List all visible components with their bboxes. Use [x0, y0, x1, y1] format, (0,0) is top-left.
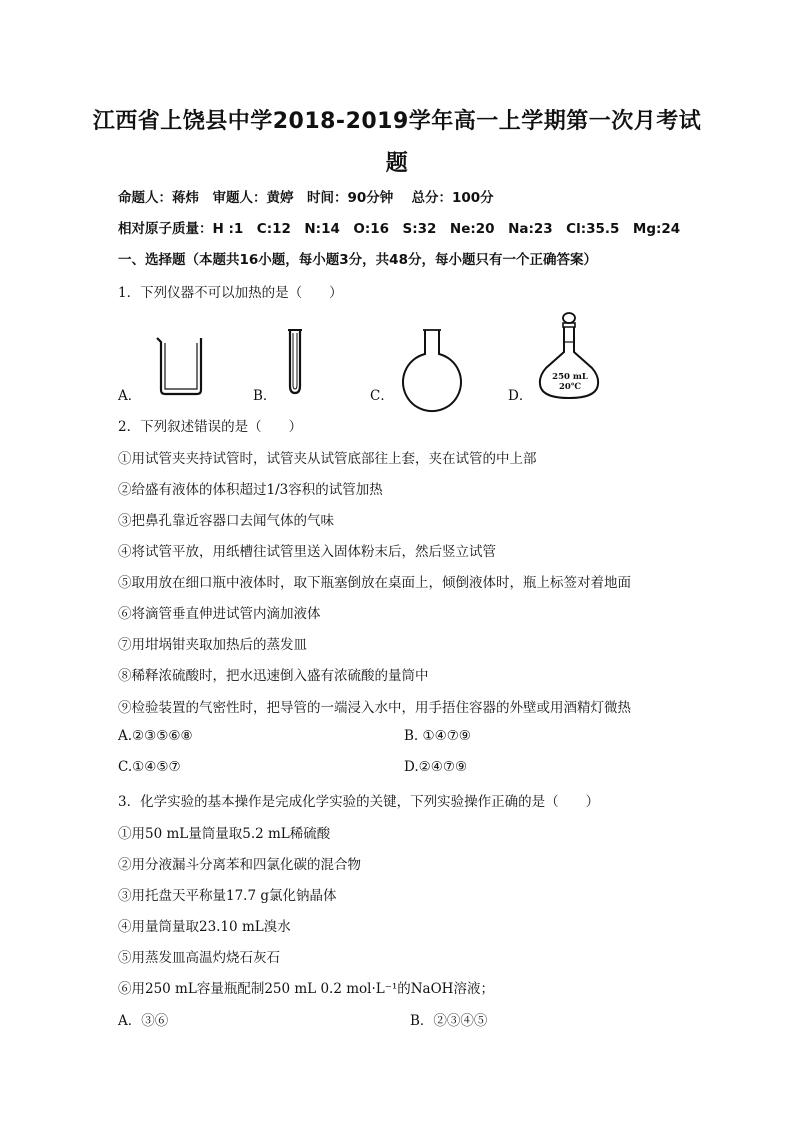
- q1-option-d-label: D．: [508, 388, 533, 404]
- test-tube-icon: [286, 328, 304, 396]
- q2-item: ④将试管平放，用纸槽往试管里送入固体粉末后，然后竖立试管: [118, 544, 496, 560]
- q2-item: ③把鼻孔靠近容器口去闻气体的气味: [118, 513, 334, 529]
- exam-title-line2: 题: [385, 151, 409, 176]
- exam-meta-authors: 命题人：蒋炜 审题人：黄婷 时间：90分钟 总分：100分: [118, 190, 494, 206]
- q3-item: ③用托盘天平称量17.7 g氯化钠晶体: [118, 888, 337, 904]
- q3-item: ⑥用250 mL容量瓶配制250 mL 0.2 mol·L⁻¹的NaOH溶液；: [118, 981, 494, 997]
- flask-temperature-text: 20℃: [558, 382, 581, 392]
- q2-option-d: D.②④⑦⑨: [404, 759, 468, 775]
- q3-option-b: B．②③④⑤: [410, 1013, 488, 1029]
- beaker-icon: [154, 334, 206, 396]
- q3-option-a: A．③⑥: [118, 1013, 169, 1029]
- question-3-stem: 3．化学实验的基本操作是完成化学实验的关键，下列实验操作正确的是（ ）: [118, 794, 600, 810]
- q2-item: ⑥将滴管垂直伸进试管内滴加液体: [118, 606, 321, 622]
- q2-item: ⑧稀释浓硫酸时，把水迅速倒入盛有浓硫酸的量筒中: [118, 668, 429, 684]
- q2-option-c: C.①④⑤⑦: [118, 759, 181, 775]
- q2-item: ⑤取用放在细口瓶中液体时，取下瓶塞倒放在桌面上，倾倒液体时，瓶上标签对着地面: [118, 575, 631, 591]
- q1-option-c-label: C．: [370, 388, 394, 404]
- q3-item: ⑤用蒸发皿高温灼烧石灰石: [118, 950, 280, 966]
- q1-option-b-label: B．: [253, 388, 277, 404]
- q2-item: ⑨检验装置的气密性时，把导管的一端浸入水中，用手捂住容器的外壁或用酒精灯微热: [118, 700, 631, 716]
- exam-title-line1: 江西省上饶县中学2018-2019学年高一上学期第一次月考试: [92, 109, 702, 134]
- q2-item: ②给盛有液体的体积超过1/3容积的试管加热: [118, 482, 383, 498]
- q3-item: ②用分液漏斗分离苯和四氯化碳的混合物: [118, 857, 361, 873]
- flask-label: [548, 372, 592, 392]
- q3-item: ④用量筒量取23.10 mL溴水: [118, 919, 291, 935]
- q1-option-a-label: A．: [118, 388, 142, 404]
- round-bottom-flask-icon: [400, 328, 464, 400]
- q2-option-b: B. ①④⑦⑨: [404, 728, 471, 744]
- q3-item: ①用50 mL量筒量取5.2 mL稀硫酸: [118, 826, 331, 842]
- section-heading: 一、选择题（本题共16小题，每小题3分，共48分，每小题只有一个正确答案）: [118, 252, 597, 268]
- q2-item: ⑦用坩埚钳夹取加热后的蒸发皿: [118, 637, 307, 653]
- q2-item: ①用试管夹夹持试管时，试管夹从试管底部往上套，夹在试管的中上部: [118, 451, 537, 467]
- exam-meta-atomic-masses: 相对原子质量：H :1 C:12 N:14 O:16 S:32 Ne:20 Na:23 Cl:35.5 Mg:24: [118, 221, 681, 237]
- q2-option-a: A.②③⑤⑥⑧: [118, 728, 193, 744]
- question-1-stem: 1．下列仪器不可以加热的是（ ）: [118, 285, 343, 301]
- question-2-stem: 2．下列叙述错误的是（ ）: [118, 419, 303, 435]
- flask-volume-text: 250 mL: [552, 372, 588, 382]
